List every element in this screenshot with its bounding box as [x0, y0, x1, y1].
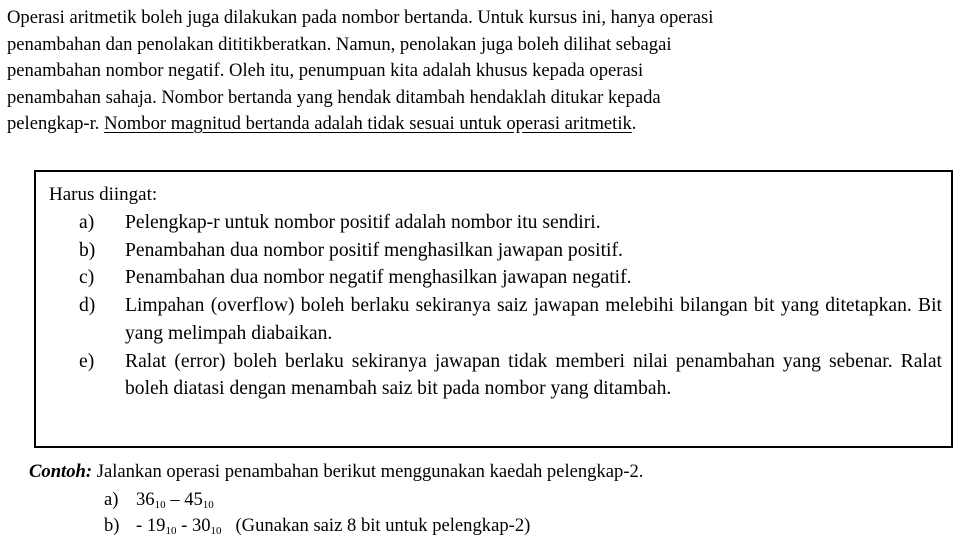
- operator: –: [165, 489, 185, 510]
- operator: -: [176, 515, 192, 536]
- intro-line-start: pelengkap-r.: [7, 113, 100, 134]
- example-item-a: [29, 487, 929, 513]
- example-letter: b): [104, 515, 120, 536]
- reminder-list: [49, 209, 942, 403]
- example-note: (Gunakan saiz 8 bit untuk pelengkap-2): [221, 515, 531, 536]
- intro-line: [7, 111, 907, 138]
- item-letter: d): [79, 295, 96, 317]
- example-section: [29, 459, 929, 539]
- reminder-item-d: [49, 292, 942, 347]
- second-base: 10: [202, 499, 214, 511]
- first-operand: - 19: [136, 515, 166, 536]
- underlined-statement: Nombor magnitud bertanda adalah tidak sesuai untuk operasi aritmetik: [104, 113, 632, 134]
- first-operand: 36: [136, 489, 155, 510]
- item-letter: c): [79, 267, 95, 289]
- first-base: 10: [154, 499, 166, 511]
- item-text: Ralat (error) boleh berlaku sekiranya jawapan tidak memberi nilai penambahan yang sebenar. Ralat boleh diatasi dengan menambah saiz bit pada nombor yang ditambah.: [125, 350, 942, 400]
- intro-line: penambahan nombor negatif. Oleh itu, penumpuan kita adalah khusus kepada operasi: [7, 60, 644, 81]
- item-letter: e): [79, 350, 95, 372]
- second-base: 10: [210, 525, 222, 537]
- example-label: Contoh:: [29, 461, 93, 482]
- intro-line: penambahan dan penolakan dititikberatkan. Namun, penolakan juga boleh dilihat sebagai: [7, 33, 672, 55]
- reminder-item-c: [49, 264, 942, 292]
- item-letter: a): [79, 212, 95, 233]
- item-text: Penambahan dua nombor positif menghasilkan jawapan positif.: [125, 239, 623, 261]
- item-text: Penambahan dua nombor negatif menghasilkan jawapan negatif.: [125, 267, 632, 289]
- first-base: 10: [165, 525, 177, 537]
- example-letter: a): [104, 489, 119, 510]
- intro-line-end: .: [631, 113, 637, 134]
- example-instruction: Jalankan operasi penambahan berikut menggunakan kaedah pelengkap-2.: [96, 461, 644, 482]
- second-operand: 30: [191, 515, 211, 536]
- item-text: Pelengkap-r untuk nombor positif adalah nombor itu sendiri.: [125, 212, 601, 233]
- example-heading: [29, 459, 929, 485]
- reminder-box: [34, 170, 953, 448]
- reminder-item-e: [49, 348, 942, 403]
- reminder-heading: Harus diingat:: [49, 184, 158, 205]
- item-text: Limpahan (overflow) boleh berlaku sekiranya saiz jawapan melebihi bilangan bit yang ditetapkan. Bit yang melimpah diabaikan.: [125, 295, 942, 344]
- example-item-b: [29, 513, 929, 539]
- reminder-item-a: [49, 209, 942, 237]
- intro-paragraph: [7, 5, 907, 138]
- reminder-item-b: [49, 237, 942, 265]
- intro-line: penambahan sahaja. Nombor bertanda yang hendak ditambah hendaklah ditukar kepada: [7, 86, 661, 108]
- example-items: [29, 487, 929, 539]
- item-letter: b): [79, 239, 96, 261]
- second-operand: 45: [184, 489, 203, 510]
- intro-line: Operasi aritmetik boleh juga dilakukan pada nombor bertanda. Untuk kursus ini, hanya operasi: [7, 7, 714, 28]
